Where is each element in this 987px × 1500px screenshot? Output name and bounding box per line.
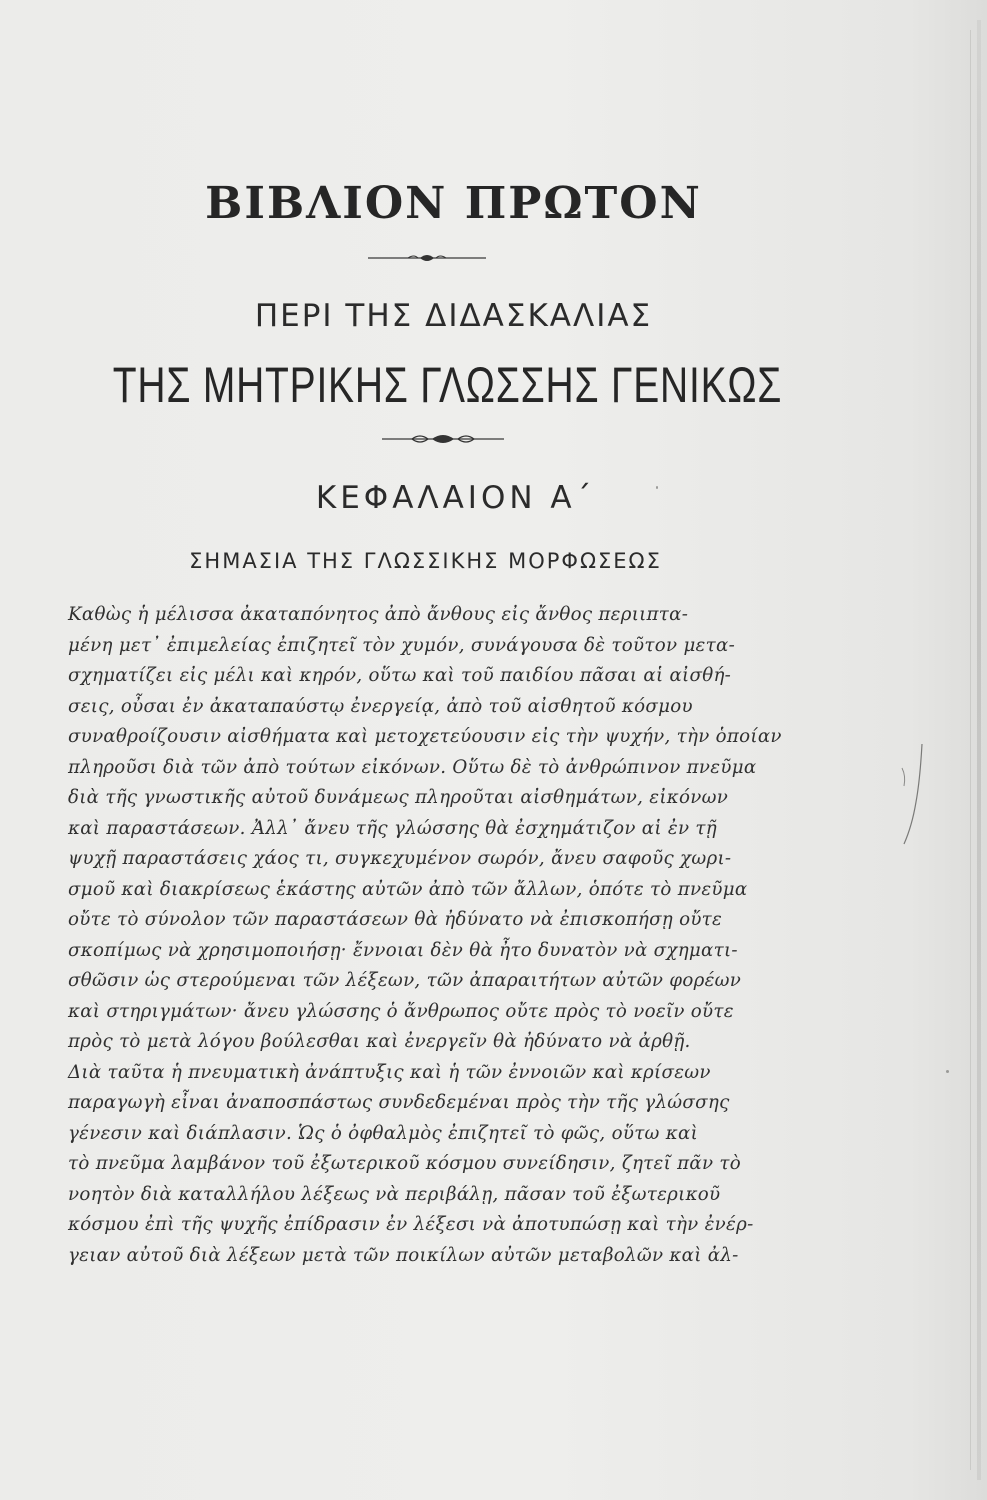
body-line: διὰ τῆς γνωστικῆς αὐτοῦ δυνάμεως πληροῦται αἰσθημάτων, εἰκόνων xyxy=(68,787,729,808)
body-line: γειαν αὐτοῦ διὰ λέξεων μετὰ τῶν ποικίλων αὐτῶν μεταβολῶν καὶ ἀλ- xyxy=(68,1244,739,1266)
part-ornament-divider xyxy=(382,432,504,446)
body-line: συναθροίζουσιν αἰσθήματα καὶ μετοχετεύουσιν εἰς τὴν ψυχήν, τὴν ὁποίαν xyxy=(68,726,782,747)
body-line: ψυχῇ παραστάσεις χάος τι, συγκεχυμένον σωρόν, ἄνευ σαφοῦς χωρι- xyxy=(68,848,732,869)
paper-speck xyxy=(946,1070,949,1073)
body-line: σμοῦ καὶ διακρίσεως ἑκάστης αὐτῶν ἀπὸ τῶν ἄλλων, ὁπότε τὸ πνεῦμα xyxy=(68,878,748,900)
body-line: νοητὸν διὰ καταλλήλου λέξεως νὰ περιβάλῃ, πᾶσαν τοῦ ἐξωτερικοῦ xyxy=(68,1183,721,1205)
body-text xyxy=(68,600,798,1271)
body-line: σεις, οὖσαι ἐν ἀκαταπαύστῳ ἐνεργείᾳ, ἀπὸ τοῦ αἰσθητοῦ κόσμου xyxy=(68,695,693,717)
paper-speck xyxy=(656,486,658,489)
body-line: πρὸς τὸ μετὰ λόγου βούλεσθαι καὶ ἐνεργεῖν θὰ ἠδύνατο νὰ ἀρθῇ. xyxy=(68,1031,691,1052)
title-ornament-divider xyxy=(368,252,486,264)
part-title-line2: ΤΗΣ ΜΗΤΡΙΚΗΣ ΓΛΩΣΣΗΣ ΓΕΝΙΚΩΣ xyxy=(112,357,783,413)
body-line: μένη μετ᾽ ἐπιμελείας ἐπιζητεῖ τὸν χυμόν, συνάγουσα δὲ τοῦτον μετα- xyxy=(68,634,736,656)
body-line: Καθὼς ἡ μέλισσα ἀκαταπόνητος ἀπὸ ἄνθους εἰς ἄνθος περιιπτα- xyxy=(68,604,689,625)
body-line: καὶ παραστάσεων. Ἀλλ᾽ ἄνευ τῆς γλώσσης θὰ ἐσχημάτιζον αἱ ἐν τῇ xyxy=(68,817,717,839)
page-edge-line xyxy=(970,30,971,1470)
body-line: σκοπίμως νὰ χρησιμοποιήσῃ· ἔννοιαι δὲν θὰ ἦτο δυνατὸν νὰ σχηματι- xyxy=(68,939,738,961)
body-line: σχηματίζει εἰς μέλι καὶ κηρόν, οὕτω καὶ τοῦ παιδίου πᾶσαι αἱ αἰσθή- xyxy=(68,665,732,686)
body-line: πληροῦσι διὰ τῶν ἀπὸ τούτων εἰκόνων. Οὕτω δὲ τὸ ἀνθρώπινον πνεῦμα xyxy=(68,756,757,778)
body-line: σθῶσιν ὡς στερούμεναι τῶν λέξεων, τῶν ἀπαραιτήτων αὐτῶν φορέων xyxy=(68,970,742,991)
body-line: Διὰ ταῦτα ἡ πνευματικὴ ἀνάπτυξις καὶ ἡ τῶν ἐννοιῶν καὶ κρίσεων xyxy=(68,1061,711,1083)
section-title: ΣΗΜΑΣΙΑ ΤΗΣ ΓΛΩΣΣΙΚΗΣ ΜΟΡΦΩΣΕΩΣ xyxy=(189,549,662,573)
page-edge-shadow xyxy=(977,20,981,1480)
body-line: οὔτε τὸ σύνολον τῶν παραστάσεων θὰ ἠδύνατο νὰ ἐπισκοπήσῃ οὔτε xyxy=(68,909,723,930)
body-line: κόσμου ἐπὶ τῆς ψυχῆς ἐπίδρασιν ἐν λέξεσι νὰ ἀποτυπώσῃ καὶ τὴν ἐνέρ- xyxy=(68,1214,754,1235)
body-line: παραγωγὴ εἶναι ἀναποσπάστως συνδεδεμέναι πρὸς τὴν τῆς γλώσσης xyxy=(68,1092,730,1113)
book-title: ΒΙΒΛΙΟΝ ΠΡΩΤΟΝ xyxy=(205,178,702,229)
body-line: τὸ πνεῦμα λαμβάνον τοῦ ἐξωτερικοῦ κόσμου συνείδησιν, ζητεῖ πᾶν τὸ xyxy=(68,1153,741,1174)
body-line: γένεσιν καὶ διάπλασιν. Ὡς ὁ ὀφθαλμὸς ἐπιζητεῖ τὸ φῶς, οὕτω καὶ xyxy=(68,1122,699,1144)
body-line: καὶ στηριγμάτων· ἄνευ γλώσσης ὁ ἄνθρωπος οὔτε πρὸς τὸ νοεῖν οὔτε xyxy=(68,1000,734,1022)
pencil-margin-mark xyxy=(900,740,936,850)
part-title-line1: ΠΕΡΙ ΤΗΣ ΔΙΔΑΣΚΑΛΙΑΣ xyxy=(254,298,653,334)
chapter-heading: ΚΕΦΑΛΑΙΟΝ Α΄ xyxy=(315,480,596,516)
